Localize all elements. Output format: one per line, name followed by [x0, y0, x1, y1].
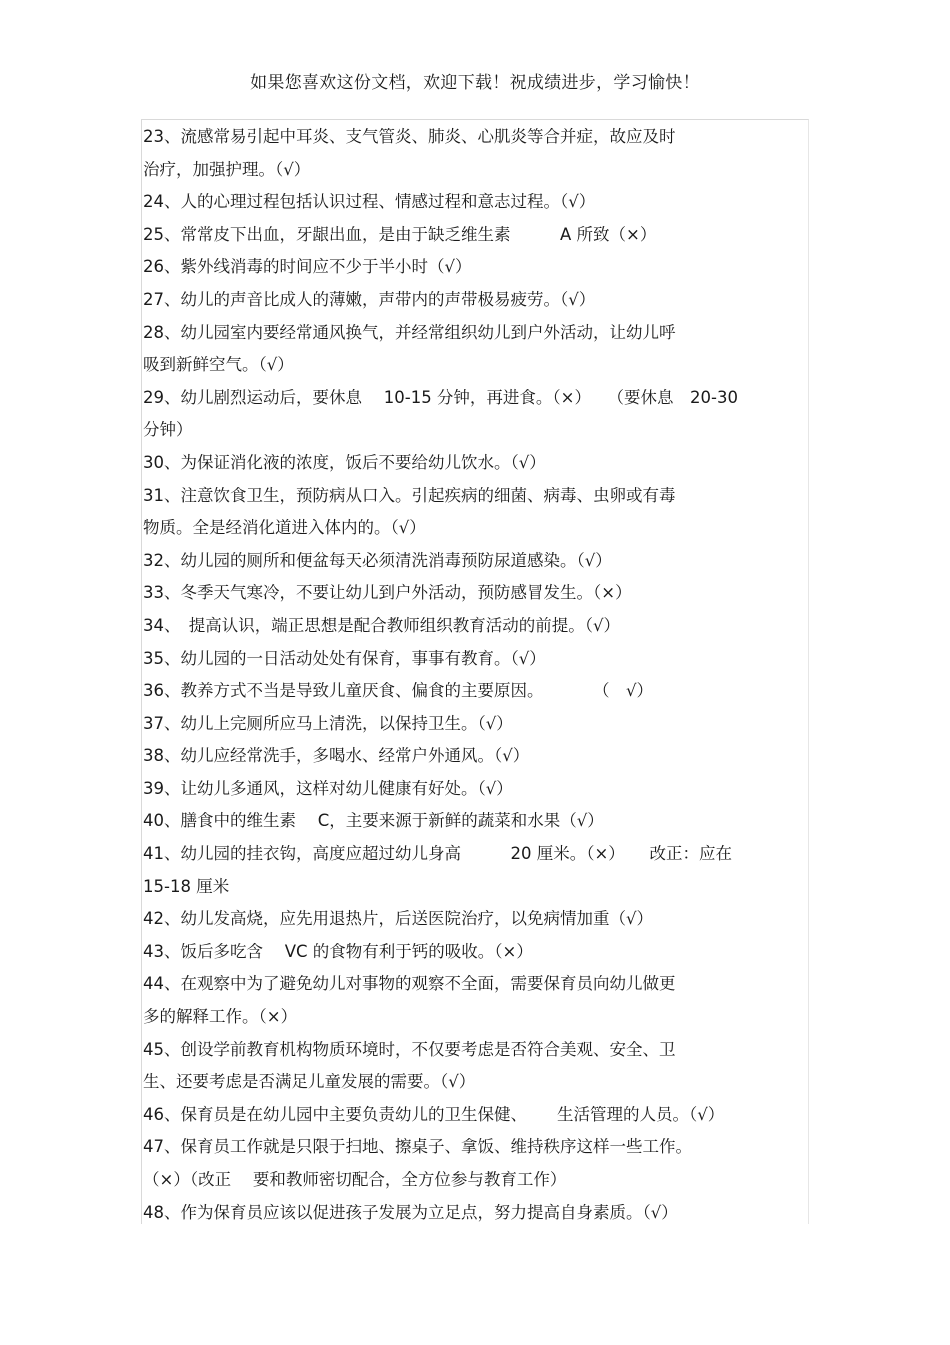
text-line: 27、幼儿的声音比成人的薄嫩，声带内的声带极易疲劳。（√）	[143, 289, 596, 309]
text-line: 生、还要考虑是否满足儿童发展的需要。（√）	[143, 1072, 476, 1092]
text-line: 47、保育员工作就是只限于扫地、擦桌子、拿饭、维持秩序这样一些工作。	[143, 1137, 692, 1157]
text-line: 28、幼儿园室内要经常通风换气，并经常组织幼儿到户外活动，让幼儿呼	[143, 322, 676, 342]
text-line: 15-18 厘米	[143, 876, 230, 896]
text-line: 42、幼儿发高烧，应先用退热片，后送医院治疗，以免病情加重（√）	[143, 909, 654, 929]
text-line: 35、幼儿园的一日活动处处有保育，事事有教育。（√）	[143, 648, 546, 668]
text-line: 吸到新鲜空气。（√）	[143, 355, 294, 375]
text-line: 治疗，加强护理。（√）	[143, 159, 311, 179]
text-line: 23、流感常易引起中耳炎、支气管炎、肺炎、心肌炎等合并症，故应及时	[143, 127, 676, 146]
text-line: 多的解释工作。（×）	[143, 1007, 298, 1027]
text-line: 物质。全是经消化道进入体内的。（√）	[143, 518, 426, 538]
text-line: 分钟）	[143, 420, 193, 440]
text-line: 26、紫外线消毒的时间应不少于半小时（√）	[143, 257, 472, 277]
text-line: 36、教养方式不当是导致儿童厌食、偏食的主要原因。 （ √）	[143, 681, 654, 701]
text-line: 41、幼儿园的挂衣钩，高度应超过幼儿身高 20 厘米。（×） 改正：应在	[143, 844, 733, 864]
text-line: 40、膳食中的维生素 C，主要来源于新鲜的蔬菜和水果（√）	[143, 811, 604, 831]
text-line: 32、幼儿园的厕所和便盆每天必须清洗消毒预防尿道感染。（√）	[143, 550, 612, 570]
text-line: 31、注意饮食卫生，预防病从口入。引起疾病的细菌、病毒、虫卵或有毒	[143, 485, 676, 505]
text-line: 29、幼儿剧烈运动后，要休息 10-15 分钟，再进食。（×） （要休息 20-30	[143, 387, 738, 407]
page-header: 如果您喜欢这份文档，欢迎下载！祝成绩进步，学习愉快！	[250, 73, 700, 93]
text-line: 30、为保证消化液的浓度，饭后不要给幼儿饮水。（√）	[143, 452, 546, 472]
text-line: 24、人的心理过程包括认识过程、情感过程和意志过程。（√）	[143, 192, 596, 212]
text-line: 38、幼儿应经常洗手，多喝水、经常户外通风。（√）	[143, 746, 530, 766]
text-line: 34、 提高认识，端正思想是配合教师组织教育活动的前提。（√）	[143, 615, 621, 635]
text-line: 25、常常皮下出血，牙龈出血，是由于缺乏维生素 A 所致（×）	[143, 224, 657, 244]
text-line: 43、饭后多吃含 VC 的食物有利于钙的吸收。（×）	[143, 941, 533, 961]
question-list	[143, 121, 813, 1229]
text-line: 33、冬季天气寒冷，不要让幼儿到户外活动，预防感冒发生。（×）	[143, 583, 632, 603]
text-line: 48、作为保育员应该以促进孩子发展为立足点，努力提高自身素质。（√）	[143, 1202, 678, 1222]
text-line: （×）（改正 要和教师密切配合，全方位参与教育工作）	[143, 1170, 567, 1189]
text-line: 37、幼儿上完厕所应马上清洗，以保持卫生。（√）	[143, 713, 513, 733]
text-line: 39、让幼儿多通风，这样对幼儿健康有好处。（√）	[143, 778, 513, 798]
text-line: 45、创设学前教育机构物质环境时，不仅要考虑是否符合美观、安全、卫	[143, 1039, 676, 1059]
text-line: 46、保育员是在幼儿园中主要负责幼儿的卫生保健、 生活管理的人员。（√）	[143, 1104, 725, 1124]
text-line: 44、在观察中为了避免幼儿对事物的观察不全面，需要保育员向幼儿做更	[143, 974, 676, 994]
